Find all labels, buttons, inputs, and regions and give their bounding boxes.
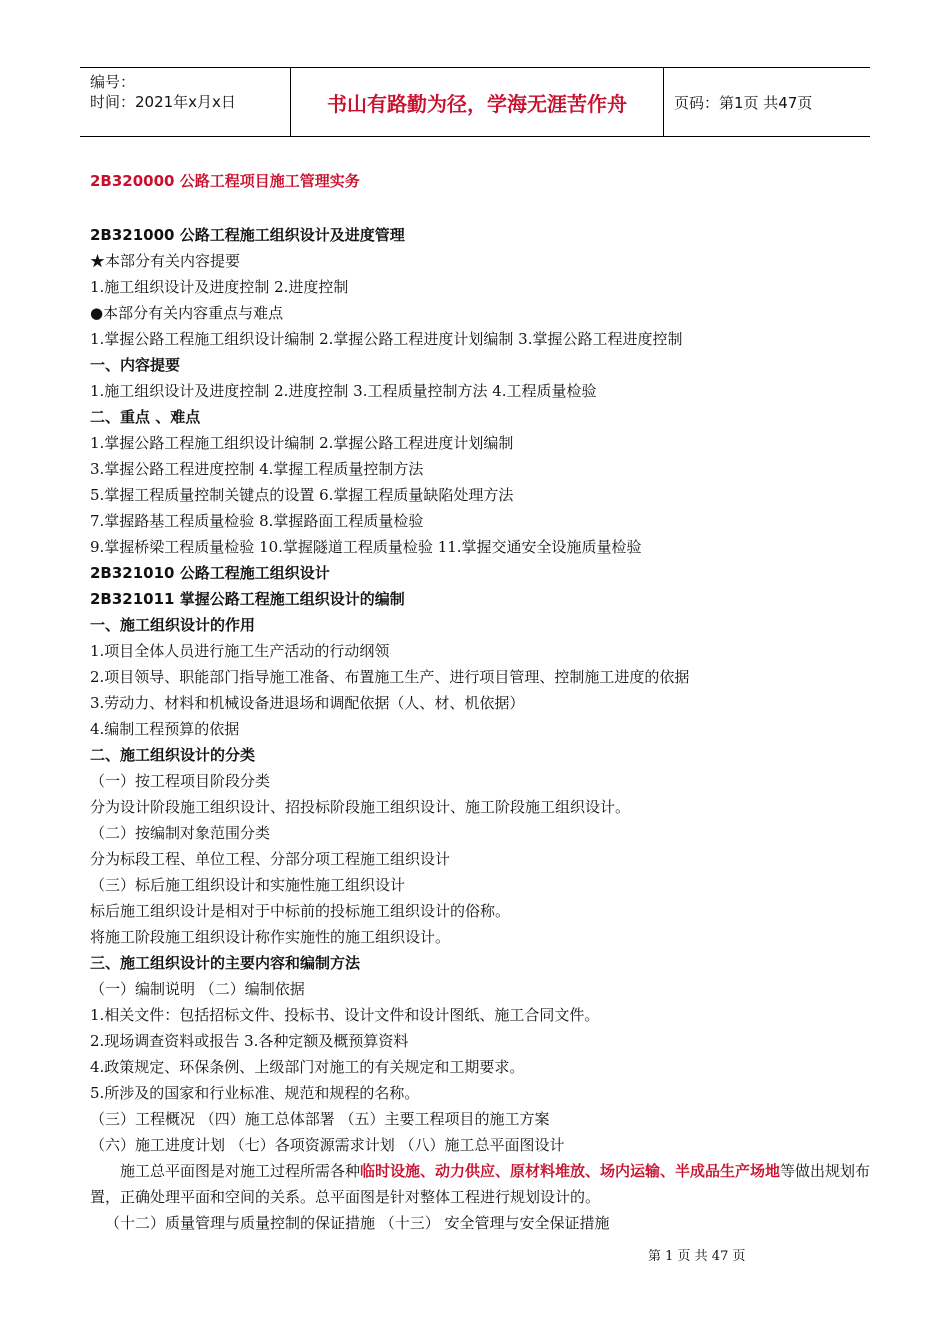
number-label: 编号： xyxy=(90,73,136,91)
text-line: 2.现场调查资料或报告 3.各种定额及概预算资料 xyxy=(90,1032,409,1050)
text-line: 2.项目领导、职能部门指导施工准备、布置施工生产、进行项目管理、控制施工进度的依据 xyxy=(90,668,690,686)
text-line: 7.掌握路基工程质量检验 8.掌握路面工程质量检验 xyxy=(90,512,424,530)
header-info xyxy=(80,68,290,136)
text-line: （二）按编制对象范围分类 xyxy=(90,824,271,842)
date-label: 时间：2021年x月x日 xyxy=(90,93,236,111)
text-line: 标后施工组织设计是相对于中标前的投标施工组织设计的俗称。 xyxy=(90,902,511,920)
text-line: 1.施工组织设计及进度控制 2.进度控制 3.工程质量控制方法 4.工程质量检验 xyxy=(90,382,597,400)
text-line: 1.相关文件：包括招标文件、投标书、设计文件和设计图纸、施工合同文件。 xyxy=(90,1006,600,1024)
text-line: 4.编制工程预算的依据 xyxy=(90,720,240,738)
text-line: 9.掌握桥梁工程质量检验 10.掌握隧道工程质量检验 11.掌握交通安全设施质量检验 xyxy=(90,538,642,556)
text-line: 5.所涉及的国家和行业标准、规范和规程的名称。 xyxy=(90,1084,420,1102)
text-line: （十二）质量管理与质量控制的保证措施 （十三） 安全管理与安全保证措施 xyxy=(105,1214,610,1232)
text-line: 3.劳动力、材料和机械设备进退场和调配依据（人、材、机依据） xyxy=(90,694,525,712)
section-heading: 二、重点 、难点 xyxy=(90,408,201,426)
text-line: 1.掌握公路工程施工组织设计编制 2.掌握公路工程进度计划编制 3.掌握公路工程进度控制 xyxy=(90,330,683,348)
text-line: 4.政策规定、环保条例、上级部门对施工的有关规定和工期要求。 xyxy=(90,1058,525,1076)
paragraph-suffix: 等做出规划布置，正确处理平面和空间的关系。总平面图是针对整体工程进行规划设计的。 xyxy=(90,1162,871,1206)
header-motto: 书山有路勤为径，学海无涯苦作舟 xyxy=(290,68,664,136)
text-line: ●本部分有关内容重点与难点 xyxy=(90,304,284,322)
paragraph-highlight: 临时设施、动力供应、原材料堆放、场内运输、半成品生产场地 xyxy=(360,1162,781,1180)
header-page-label: 页码：第1页 共47页 xyxy=(674,93,813,112)
page-footer: 第 1 页 共 47 页 xyxy=(648,1249,746,1264)
section-heading: 三、施工组织设计的主要内容和编制方法 xyxy=(90,954,361,972)
page-header xyxy=(80,67,870,137)
text-line: （一）编制说明 （二）编制依据 xyxy=(90,980,305,998)
text-line: ★本部分有关内容提要 xyxy=(90,252,241,270)
text-line: （三）标后施工组织设计和实施性施工组织设计 xyxy=(90,876,406,894)
text-line: （六）施工进度计划 （七）各项资源需求计划 （八）施工总平面图设计 xyxy=(90,1136,565,1154)
paragraph-prefix: 施工总平面图是对施工过程所需各种 xyxy=(120,1162,361,1180)
section-heading: 2B321000 公路工程施工组织设计及进度管理 xyxy=(90,226,405,244)
text-line: （一）按工程项目阶段分类 xyxy=(90,772,271,790)
document-body xyxy=(90,168,880,1236)
text-line: 1.项目全体人员进行施工生产活动的行动纲领 xyxy=(90,642,390,660)
text-line: 5.掌握工程质量控制关键点的设置 6.掌握工程质量缺陷处理方法 xyxy=(90,486,514,504)
paragraph xyxy=(90,1158,880,1210)
text-line: （三）工程概况 （四）施工总体部署 （五）主要工程项目的施工方案 xyxy=(90,1110,550,1128)
document-title: 2B320000 公路工程项目施工管理实务 xyxy=(90,172,360,190)
text-line: 分为设计阶段施工组织设计、招投标阶段施工组织设计、施工阶段施工组织设计。 xyxy=(90,798,631,816)
section-heading: 2B321010 公路工程施工组织设计 xyxy=(90,564,330,582)
text-line: 1.施工组织设计及进度控制 2.进度控制 xyxy=(90,278,349,296)
section-heading: 二、施工组织设计的分类 xyxy=(90,746,256,764)
text-line: 3.掌握公路工程进度控制 4.掌握工程质量控制方法 xyxy=(90,460,424,478)
section-heading: 一、施工组织设计的作用 xyxy=(90,616,256,634)
section-heading: 一、内容提要 xyxy=(90,356,181,374)
text-line: 1.掌握公路工程施工组织设计编制 2.掌握公路工程进度计划编制 xyxy=(90,434,514,452)
text-line: 分为标段工程、单位工程、分部分项工程施工组织设计 xyxy=(90,850,451,868)
text-line: 将施工阶段施工组织设计称作实施性的施工组织设计。 xyxy=(90,928,451,946)
section-heading: 2B321011 掌握公路工程施工组织设计的编制 xyxy=(90,590,405,608)
